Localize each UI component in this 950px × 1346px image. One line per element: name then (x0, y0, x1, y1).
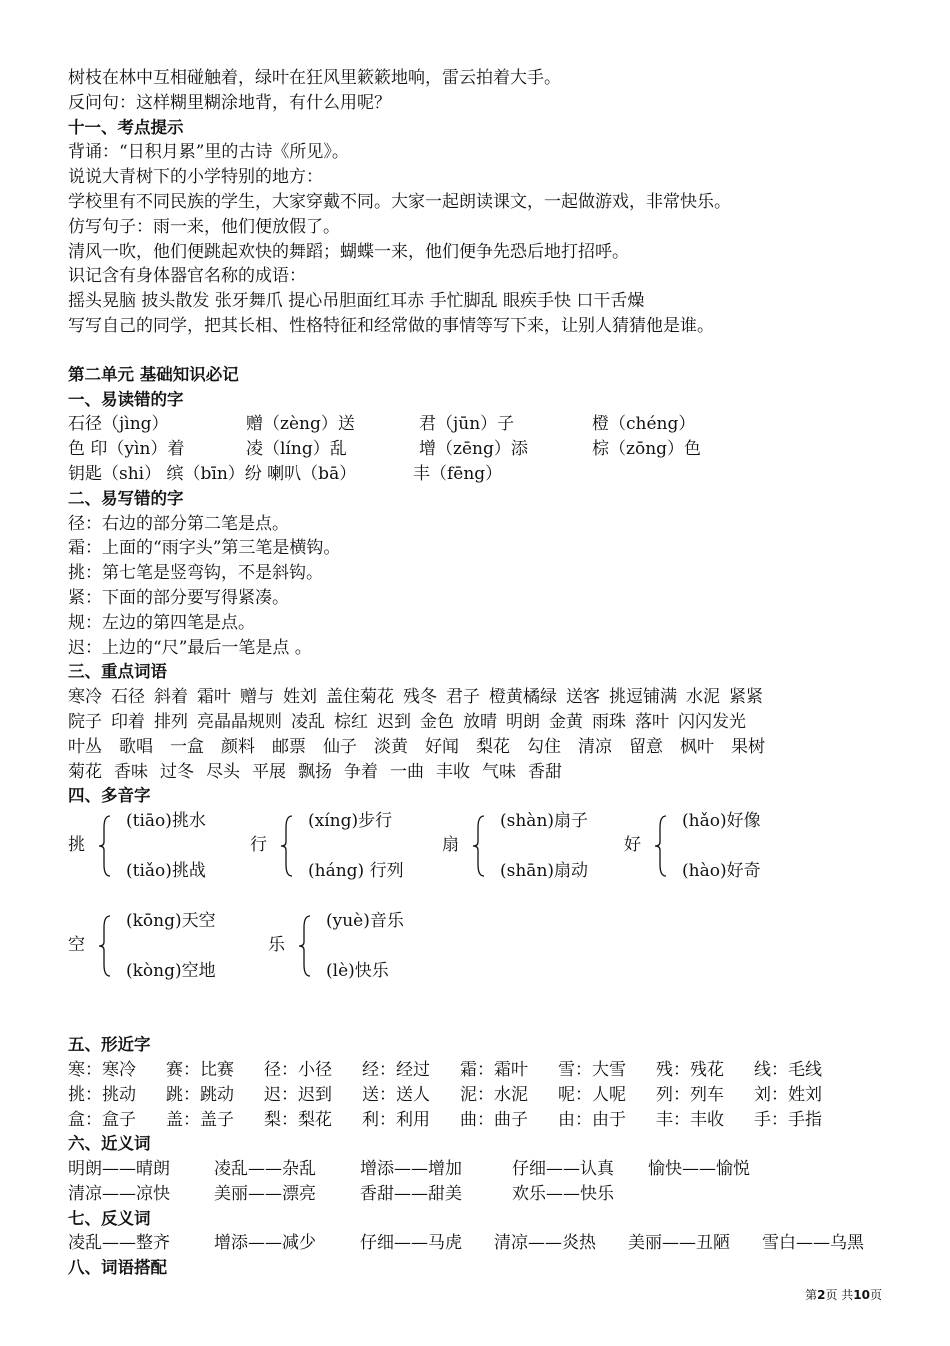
reading-1: (hǎo)好像 (682, 811, 761, 832)
word-item: 姓刘 (283, 687, 317, 708)
word-item: 紧紧 (729, 687, 763, 708)
row-item: 盖：盖子 (166, 1109, 234, 1130)
row-item: 由：由于 (558, 1109, 626, 1130)
word-item: 气味 (482, 761, 516, 782)
section-heading: 五、形近字 (68, 1035, 151, 1055)
pinyin-item: 钥匙（shi） 缤（bīn）纷 喇叭（bā） (68, 463, 357, 484)
section-heading: 二、易写错的字 (68, 488, 184, 508)
reading-2: (kòng)空地 (126, 961, 216, 982)
word-row (68, 760, 888, 785)
page-content (68, 66, 888, 1281)
text-line: 反问句：这样糊里糊涂地背，有什么用呢？ (68, 92, 391, 113)
word-item: 一盒 (170, 736, 204, 757)
row-item: 愉快——愉悦 (648, 1159, 750, 1180)
tip-line: 霜：上面的“雨字头”第三笔是横钩。 (68, 538, 341, 559)
text-line: 写写自己的同学，把其长相、性格特征和经常做的事情等写下来，让别人猜猜他是谁。 (68, 315, 714, 336)
text-line: 识记含有身体器官名称的成语： (68, 266, 306, 287)
text-line: 说说大青树下的小学特别的地方： (68, 167, 323, 188)
row-item: 盒：盒子 (68, 1109, 136, 1130)
row-item: 清凉——炎热 (494, 1233, 596, 1254)
word-item: 香甜 (528, 761, 562, 782)
tip-line: 规：左边的第四笔是点。 (68, 612, 255, 633)
word-item: 君子 (446, 687, 480, 708)
brace-icon (654, 815, 668, 877)
row-item: 仔细——马虎 (360, 1233, 462, 1254)
row-item: 明朗——晴朗 (68, 1159, 170, 1180)
section-heading: 三、重点词语 (68, 662, 167, 682)
word-item: 送客 (566, 687, 600, 708)
word-item: 盖住菊花 (326, 687, 394, 708)
synonyms (68, 1157, 888, 1207)
row-item: 送：送人 (362, 1084, 430, 1105)
reading-2: (lè)快乐 (326, 961, 389, 982)
word-item: 院子 (68, 711, 102, 732)
row-item: 经：经过 (362, 1059, 430, 1080)
brace-icon (280, 815, 294, 877)
page-footer: 第2页 共10页 (805, 1288, 882, 1302)
row-item: 美丽——漂亮 (214, 1183, 316, 1204)
section-11-lines (68, 140, 888, 338)
word-item: 明朗 (506, 711, 540, 732)
word-item: 水泥 (686, 687, 720, 708)
text-line: 摇头晃脑 披头散发 张牙舞爪 提心吊胆面红耳赤 手忙脚乱 眼疾手快 口干舌燥 (68, 291, 645, 312)
brace-icon (98, 815, 112, 877)
reading-2: (tiǎo)挑战 (126, 861, 206, 882)
row-item: 美丽——丑陋 (628, 1233, 730, 1254)
word-item: 挑逗铺满 (609, 687, 677, 708)
word-item: 残冬 (403, 687, 437, 708)
word-item: 赠与 (240, 687, 274, 708)
word-item: 邮票 (272, 736, 306, 757)
row-item: 刘：姓刘 (754, 1084, 822, 1105)
brace-icon (298, 915, 312, 977)
word-item: 斜着 (154, 687, 188, 708)
pinyin-item: 凌（líng）乱 (246, 439, 347, 460)
row-item: 梨：梨花 (264, 1109, 332, 1130)
word-item: 争着 (344, 761, 378, 782)
section-heading: 七、反义词 (68, 1208, 151, 1228)
word-item: 歌唱 (119, 736, 153, 757)
pinyin-item: 君（jūn）子 (419, 414, 515, 435)
row-item: 迟：迟到 (264, 1084, 332, 1105)
word-item: 果树 (731, 736, 765, 757)
row-item: 残：残花 (656, 1059, 724, 1080)
section-heading: 四、多音字 (68, 786, 151, 806)
word-item: 寒冷 (68, 687, 102, 708)
row-item: 赛：比赛 (166, 1059, 234, 1080)
row-item: 寒：寒冷 (68, 1059, 136, 1080)
row-item: 增添——减少 (214, 1233, 316, 1254)
row-item: 仔细——认真 (512, 1159, 614, 1180)
word-item: 仙子 (323, 736, 357, 757)
word-row (68, 735, 888, 760)
word-item: 叶丛 (68, 736, 102, 757)
row-item: 呢：人呢 (558, 1084, 626, 1105)
text-line: 树枝在林中互相碰触着，绿叶在狂风里簌簌地响，雷云拍着大手。 (68, 68, 561, 88)
word-item: 雨珠 (592, 711, 626, 732)
word-item: 迟到 (377, 711, 411, 732)
polyphone-char: 空 (68, 935, 85, 956)
section-heading: 六、近义词 (68, 1134, 151, 1154)
brace-icon (98, 915, 112, 977)
row-item: 挑：挑动 (68, 1084, 136, 1105)
row-item: 泥：水泥 (460, 1084, 528, 1105)
item-row (68, 1058, 888, 1083)
polyphone-char: 行 (250, 835, 267, 856)
word-item: 好闻 (425, 736, 459, 757)
pinyin-item: 增（zēng）添 (419, 439, 528, 460)
pinyin-item: 橙（chéng） (592, 414, 696, 435)
reading-1: (tiāo)挑水 (126, 811, 206, 832)
word-item: 金黄 (549, 711, 583, 732)
reading-2: (hào)好奇 (682, 861, 761, 882)
word-item: 棕红 (334, 711, 368, 732)
reading-2: (háng) 行列 (308, 861, 404, 882)
row-item: 凌乱——整齐 (68, 1233, 170, 1254)
row-item: 雪白——乌黑 (762, 1233, 864, 1254)
item-row (68, 1083, 888, 1108)
pinyin-row (68, 437, 888, 462)
tip-line: 紧：下面的部分要写得紧凑。 (68, 587, 289, 608)
row-item: 丰：丰收 (656, 1109, 724, 1130)
row-item: 线：毛线 (754, 1059, 822, 1080)
row-item: 跳：跳动 (166, 1084, 234, 1105)
reading-1: (yuè)音乐 (326, 911, 404, 932)
row-item: 径：小径 (264, 1059, 332, 1080)
word-item: 一曲 (390, 761, 424, 782)
row-item: 香甜——甜美 (360, 1183, 462, 1204)
text-line: 仿写句子：雨一来，他们便放假了。 (68, 216, 340, 237)
word-item: 香味 (114, 761, 148, 782)
word-item: 清凉 (578, 736, 612, 757)
pinyin-row (68, 412, 888, 437)
polyphone-char: 乐 (268, 935, 285, 956)
similar-chars (68, 1058, 888, 1132)
tip-line: 挑：第七笔是竖弯钩，不是斜钩。 (68, 563, 323, 584)
polyphone-char: 扇 (442, 835, 459, 856)
word-item: 过冬 (160, 761, 194, 782)
writing-tips (68, 512, 888, 661)
pinyin-item: 色 印（yìn）着 (68, 439, 185, 460)
word-item: 留意 (629, 736, 663, 757)
row-item: 清凉——凉快 (68, 1183, 170, 1204)
word-item: 排列 (154, 711, 188, 732)
item-row (68, 1157, 888, 1182)
text-line: 背诵：“日积月累”里的古诗《所见》。 (68, 142, 349, 163)
word-item: 石径 (111, 687, 145, 708)
word-item: 金色 (420, 711, 454, 732)
row-item: 欢乐——快乐 (512, 1183, 614, 1204)
row-item: 凌乱——杂乱 (214, 1159, 316, 1180)
item-row (68, 1231, 888, 1256)
row-item: 手：手指 (754, 1109, 822, 1130)
row-item: 雪：大雪 (558, 1059, 626, 1080)
word-item: 菊花 (68, 761, 102, 782)
item-row (68, 1108, 888, 1133)
text-line: 清风一吹，他们便跳起欢快的舞蹈；蝴蝶一来，他们便争先恐后地打招呼。 (68, 241, 629, 262)
tip-line: 径：右边的部分第二笔是点。 (68, 513, 289, 534)
row-item: 霜：霜叶 (460, 1059, 528, 1080)
pinyin-item: 丰（fēng） (413, 463, 503, 484)
unit-title: 第二单元 基础知识必记 (68, 364, 239, 384)
word-item: 梨花 (476, 736, 510, 757)
reading-1: (xíng)步行 (308, 811, 393, 832)
word-item: 平展 (252, 761, 286, 782)
polyphone-row (68, 809, 888, 909)
word-item: 尽头 (206, 761, 240, 782)
brace-icon (472, 815, 486, 877)
reading-1: (shàn)扇子 (500, 811, 589, 832)
word-item: 飘扬 (298, 761, 332, 782)
row-item: 利：利用 (362, 1109, 430, 1130)
word-item: 枫叶 (680, 736, 714, 757)
word-item: 淡黄 (374, 736, 408, 757)
word-item: 凌乱 (291, 711, 325, 732)
antonyms (68, 1231, 888, 1256)
polyphone-char: 挑 (68, 835, 85, 856)
key-words (68, 685, 888, 784)
text-line: 学校里有不同民族的学生，大家穿戴不同。大家一起朗读课文，一起做游戏，非常快乐。 (68, 191, 731, 212)
word-item: 亮晶晶规则 (197, 711, 282, 732)
polyphone-char: 好 (624, 835, 641, 856)
word-item: 落叶 (635, 711, 669, 732)
word-item: 闪闪发光 (678, 711, 746, 732)
word-item: 放晴 (463, 711, 497, 732)
reading-1: (kōng)天空 (126, 911, 216, 932)
word-item: 颜料 (221, 736, 255, 757)
reading-2: (shān)扇动 (500, 861, 589, 882)
tip-line: 迟：上边的“尺”最后一笔是点 。 (68, 637, 312, 658)
polyphone-row (68, 909, 888, 1033)
section-heading: 一、易读错的字 (68, 389, 184, 409)
row-item: 列：列车 (656, 1084, 724, 1105)
word-row (68, 685, 888, 710)
pinyin-row (68, 462, 888, 487)
section-heading: 十一、考点提示 (68, 117, 184, 137)
pinyin-table (68, 412, 888, 486)
pinyin-item: 石径（jìng） (68, 414, 169, 435)
word-item: 霜叶 (197, 687, 231, 708)
item-row (68, 1182, 888, 1207)
pinyin-item: 棕（zōng）色 (592, 439, 702, 460)
word-item: 印着 (111, 711, 145, 732)
word-item: 橙黄橘绿 (489, 687, 557, 708)
word-item: 勾住 (527, 736, 561, 757)
row-item: 曲：曲子 (460, 1109, 528, 1130)
section-heading: 八、词语搭配 (68, 1258, 167, 1278)
pinyin-item: 赠（zèng）送 (246, 414, 355, 435)
word-row (68, 710, 888, 735)
row-item: 增添——增加 (360, 1159, 462, 1180)
word-item: 丰收 (436, 761, 470, 782)
